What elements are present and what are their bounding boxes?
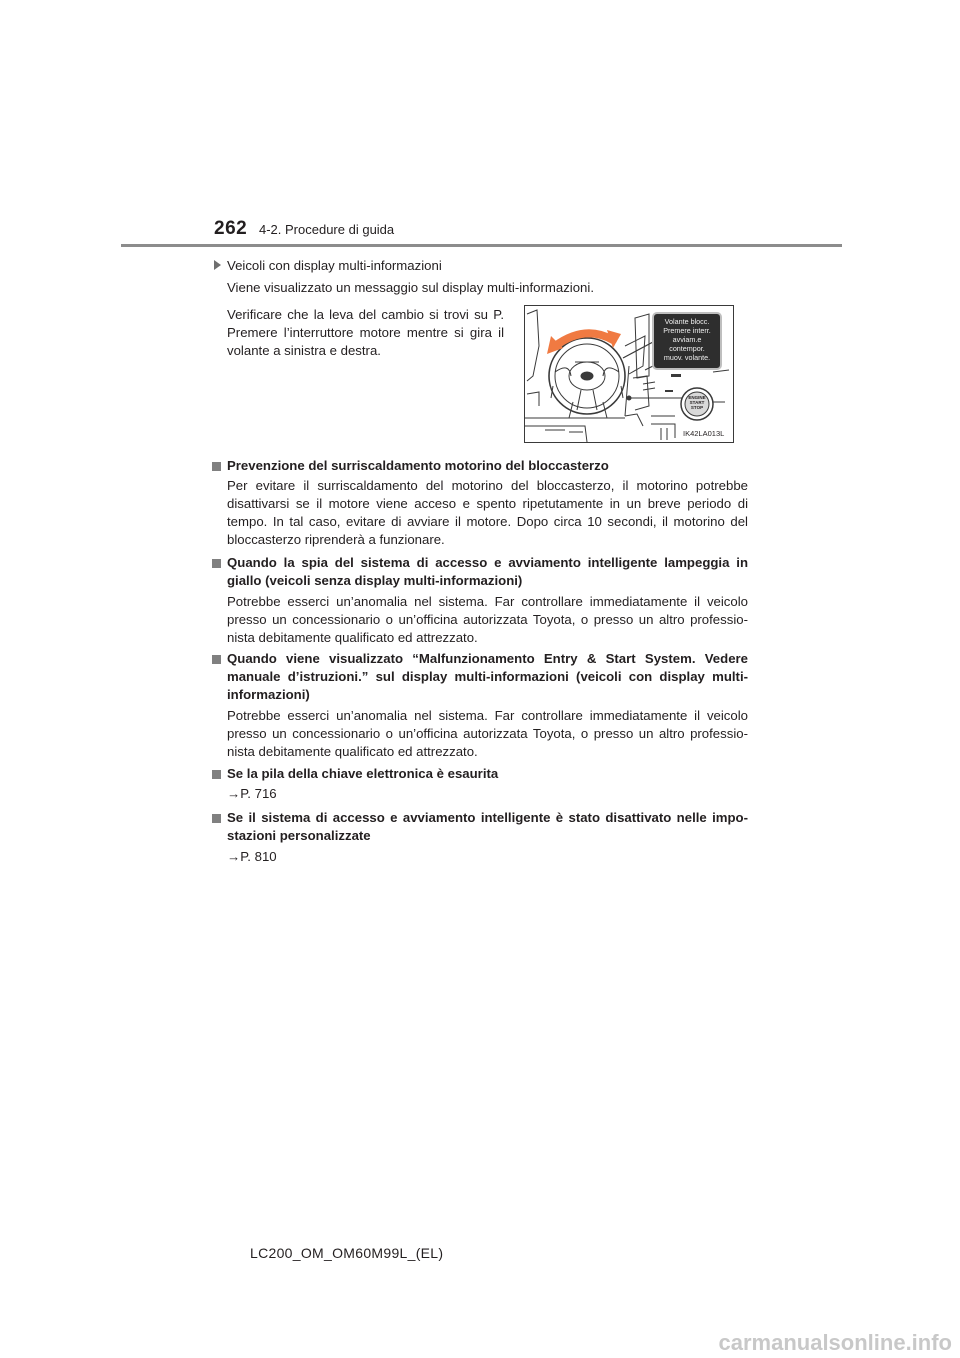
document-code: LC200_OM_OM60M99L_(EL) [250, 1245, 444, 1261]
square-bullet-icon [212, 770, 221, 779]
message-display: Volante blocc. Premere interr. avviam.e contempor. muov. volante. [652, 312, 722, 370]
steering-wheel-illustration [524, 305, 734, 443]
square-bullet-icon [212, 655, 221, 664]
section-title: 4-2. Procedure di guida [259, 222, 395, 237]
illustration-code: IK42LA013L [683, 429, 725, 438]
intro-text: Viene visualizzato un messaggio sul display multi-informazioni. [227, 280, 594, 295]
instruction-text: Verificare che la leva del cambio si trovi su P. Premere l’interruttore motore mentre si gira il volante a sinistra e destra. [227, 307, 504, 358]
square-bullet-icon [212, 814, 221, 823]
engine-start-stop-button: ENGINE START STOP [688, 395, 706, 410]
section-body: Potrebbe esserci un’anomalia nel sistema. Far controllare immediatamente il veicolo presso un concessionario o un’officina autorizzata Toyota, o presso un altro professio- nista debitamente qualificato ed attrezzato. [227, 708, 748, 759]
subheading: Veicoli con display multi-informazioni [214, 257, 442, 275]
section-body: Potrebbe esserci un’anomalia nel sistema. Far controllare immediatamente il veicolo presso un concessionario o un’officina autorizzata Toyota, o presso un altro professio- nista debitamente qualificato ed attrezzato. [227, 594, 748, 645]
page-number: 262 [214, 218, 248, 239]
section-heading: Quando la spia del sistema di accesso e avviamento intelligente lampeggia in giallo (veicoli senza display multi-informazioni) [227, 555, 748, 588]
header-divider [121, 244, 842, 247]
section-heading: Quando viene visualizzato “Malfunzionamento Entry & Start System. Vedere manuale d’istruzioni.” sul display multi-informazioni (veicoli con display multi- informazioni) [227, 651, 748, 702]
section-heading: Se la pila della chiave elettronica è esaurita [227, 766, 499, 781]
square-bullet-icon [212, 559, 221, 568]
watermark: carmanualsonline.info [718, 1330, 952, 1355]
triangle-bullet-icon [214, 260, 221, 270]
page-reference[interactable]: →P. 716 [227, 786, 277, 801]
section-heading: Se il sistema di accesso e avviamento intelligente è stato disattivato nelle impo- stazioni personalizzate [227, 810, 748, 843]
page-reference[interactable]: →P. 810 [227, 849, 277, 864]
section-heading: Prevenzione del surriscaldamento motorino del bloccasterzo [227, 458, 609, 473]
section-body: Per evitare il surriscaldamento del motorino del bloccasterzo, il motorino potrebbe disattivarsi se il motore viene acceso e spento ripetutamente in un breve periodo di tempo. In tal caso, evitare di avviare il motore. Dopo circa 10 secondi, il motorino del bloccasterzo riprenderà a funzionare. [227, 478, 748, 547]
square-bullet-icon [212, 462, 221, 471]
